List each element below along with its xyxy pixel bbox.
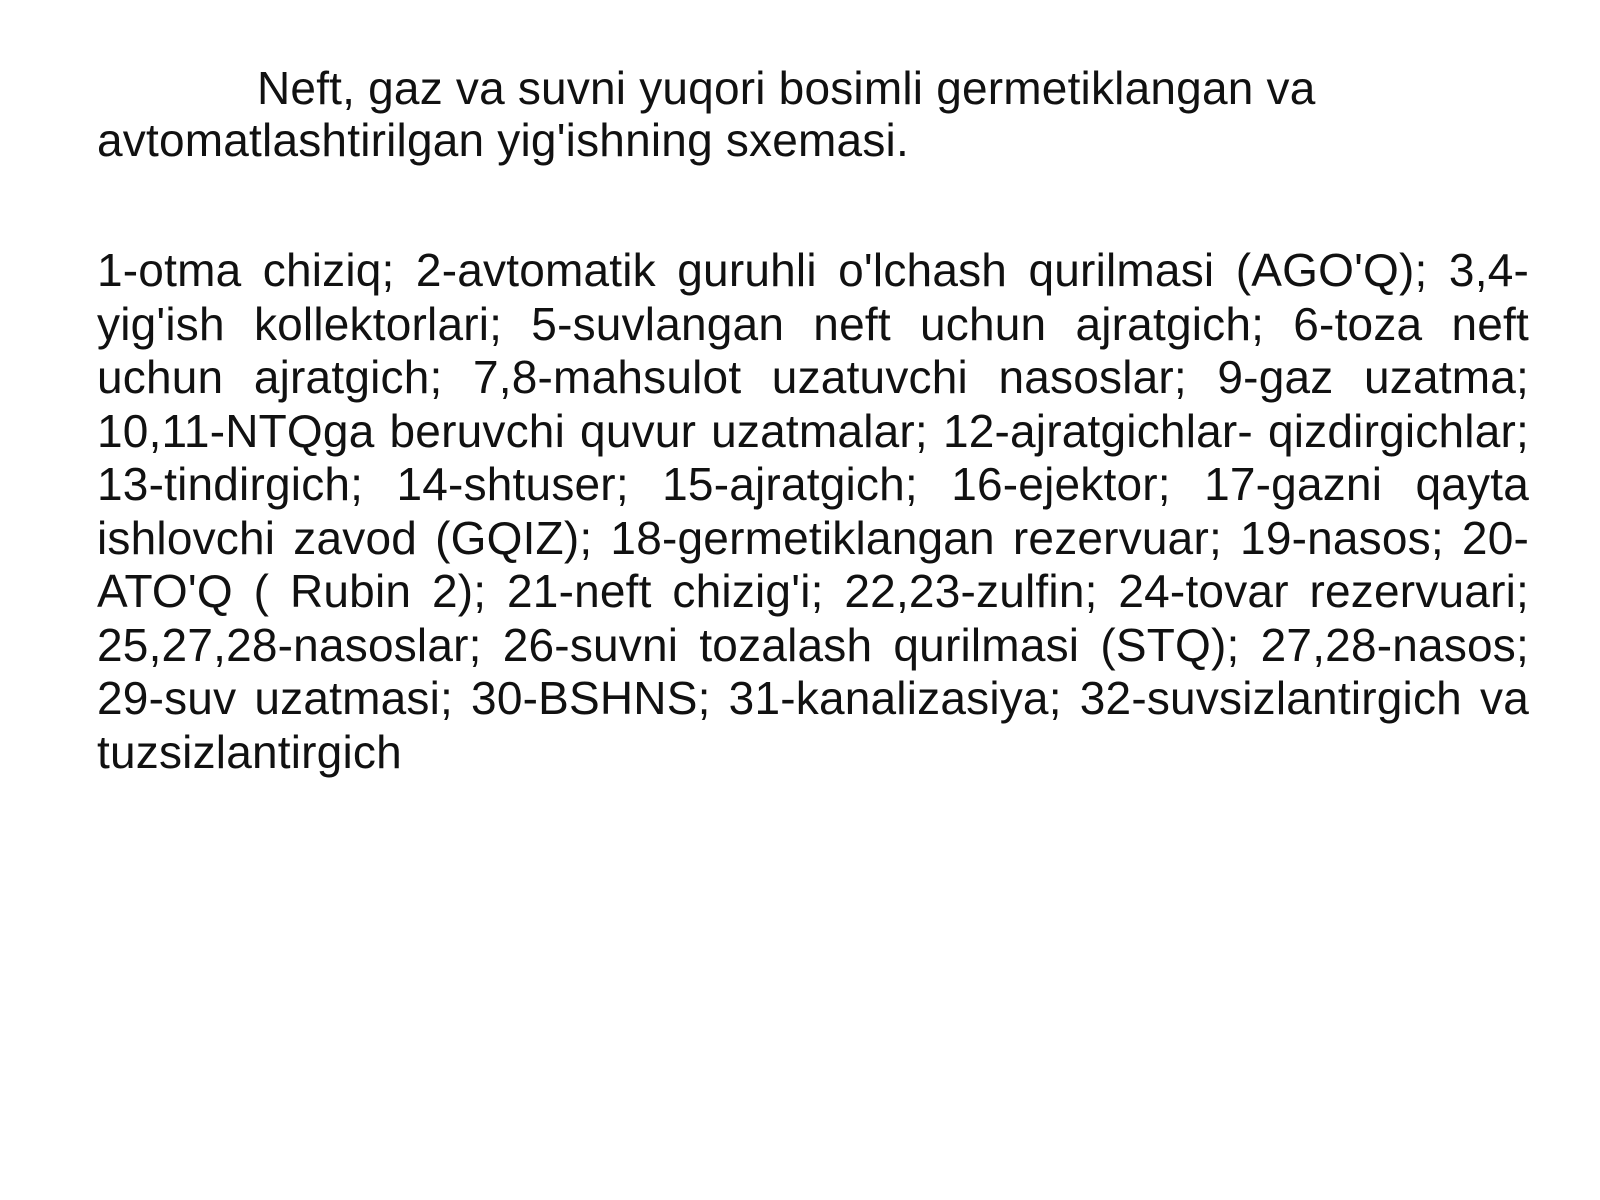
slide-title: Neft, gaz va suvni yuqori bosimli germetiklangan va avtomatlashtirilgan yig'ishning sxemasi. bbox=[97, 62, 1316, 166]
legend-text: 1-otma chiziq; 2-avtomatik guruhli o'lchash qurilmasi (AGO'Q); 3,4-yig'ish kollektorlari; 5-suvlangan neft uchun ajratgich; 6-toza neft uchun ajratgich; 7,8-mahsulot uzatuvchi nasoslar; 9-gaz uzatma; 10,11-NTQga beruvchi quvur uzatmalar; 12-ajratgichlar- qizdirgichlar; 13-tindirgich; 14-shtuser; 15-ajratgich; 16-ejektor; 17-gazni qayta ishlovchi zavod (GQIZ); 18-germetiklangan rezervuar; 19-nasos; 20-ATO'Q ( Rubin 2); 21-neft chizig'i; 22,23-zulfin; 24-tovar rezervuari; 25,27,28-nasoslar; 26-suvni tozalash qurilmasi (STQ); 27,28-nasos; 29-suv uzatmasi; 30-BSHNS; 31-kanalizasiya; 32-suvsizlantirgich va tuzsizlantirgich bbox=[97, 244, 1529, 778]
